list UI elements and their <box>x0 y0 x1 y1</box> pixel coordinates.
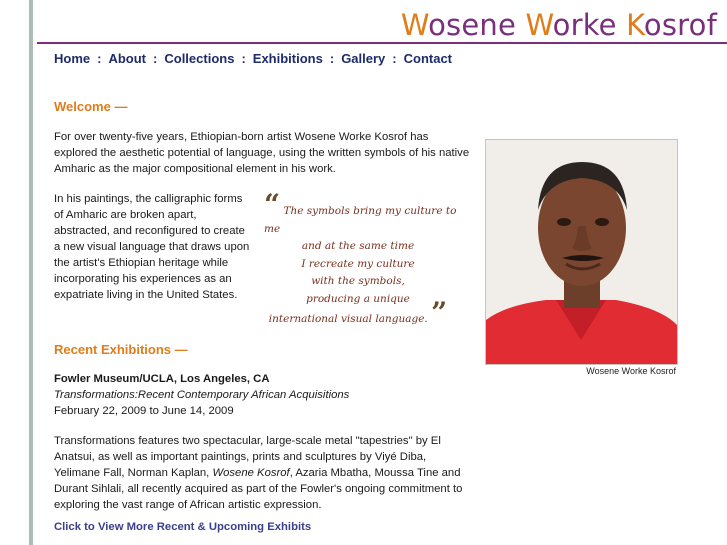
nav-collections[interactable]: Collections <box>164 51 235 66</box>
nav-home[interactable]: Home <box>54 51 91 66</box>
nav-separator: : <box>329 51 335 66</box>
photo-caption: Wosene Worke Kosrof <box>586 366 676 376</box>
header-divider <box>37 42 727 44</box>
exhibition-details <box>54 371 349 419</box>
exhibition-title: Transformations:Recent Contemporary African Acquisitions <box>54 389 350 401</box>
artist-portrait-photo <box>485 139 678 365</box>
open-quote-mark: “ <box>264 188 281 221</box>
nav-separator: : <box>97 51 102 66</box>
exhibition-description: Transformations features two spectacular, large-scale metal "tapestries" by El Anatsui, as well as important paintings, prints and sculptures by Viyé Diba, Yelimane Fall, Norman Kaplan, Wosene Kosrof, Azaria Mbatha, Moussa Tine and Durant Sihlali, all recently acquired as part of the Fowler's ongoing commitment to exploring the vast range of African artistic expression. <box>54 435 463 511</box>
welcome-heading: Welcome — <box>54 99 128 114</box>
close-quote-mark: ” <box>431 296 448 329</box>
nav-separator: : <box>241 51 246 66</box>
nav-separator: : <box>153 51 158 66</box>
welcome-intro: For over twenty-five years, Ethiopian-born artist Wosene Worke Kosrof has explored the aesthetic potential of language, using the written symbols of his native Amharic as the major compositional element in his work. <box>54 131 470 175</box>
more-exhibits-link[interactable]: Click to View More Recent & Upcoming Exhibits <box>54 521 312 533</box>
nav-about[interactable]: About <box>108 51 147 66</box>
nav-contact[interactable]: Contact <box>403 51 453 66</box>
artist-quote: “ The symbols bring my culture to me and at the same time I recreate my culture with the symbols, producing a unique international visual language. ” <box>264 188 457 329</box>
welcome-paintings-paragraph: In his paintings, the calligraphic forms of Amharic are broken apart, abstracted, and reconfigured to create a new visual language that draws upon the artist's Ethiopian heritage while incorporating his experiences as an expatriate living in the United States. <box>54 193 250 301</box>
left-accent-bar <box>29 0 33 545</box>
exhibition-venue: Fowler Museum/UCLA, Los Angeles, CA <box>54 373 270 385</box>
nav-separator: : <box>392 51 397 66</box>
site-title: Wosene Worke Kosrof <box>400 8 717 42</box>
exhibitions-heading: Recent Exhibitions — <box>54 342 188 357</box>
main-nav <box>54 51 452 66</box>
nav-gallery[interactable]: Gallery <box>341 51 386 66</box>
nav-exhibitions[interactable]: Exhibitions <box>252 51 323 66</box>
portrait-illustration <box>486 140 677 364</box>
exhibition-dates: February 22, 2009 to June 14, 2009 <box>54 405 234 417</box>
